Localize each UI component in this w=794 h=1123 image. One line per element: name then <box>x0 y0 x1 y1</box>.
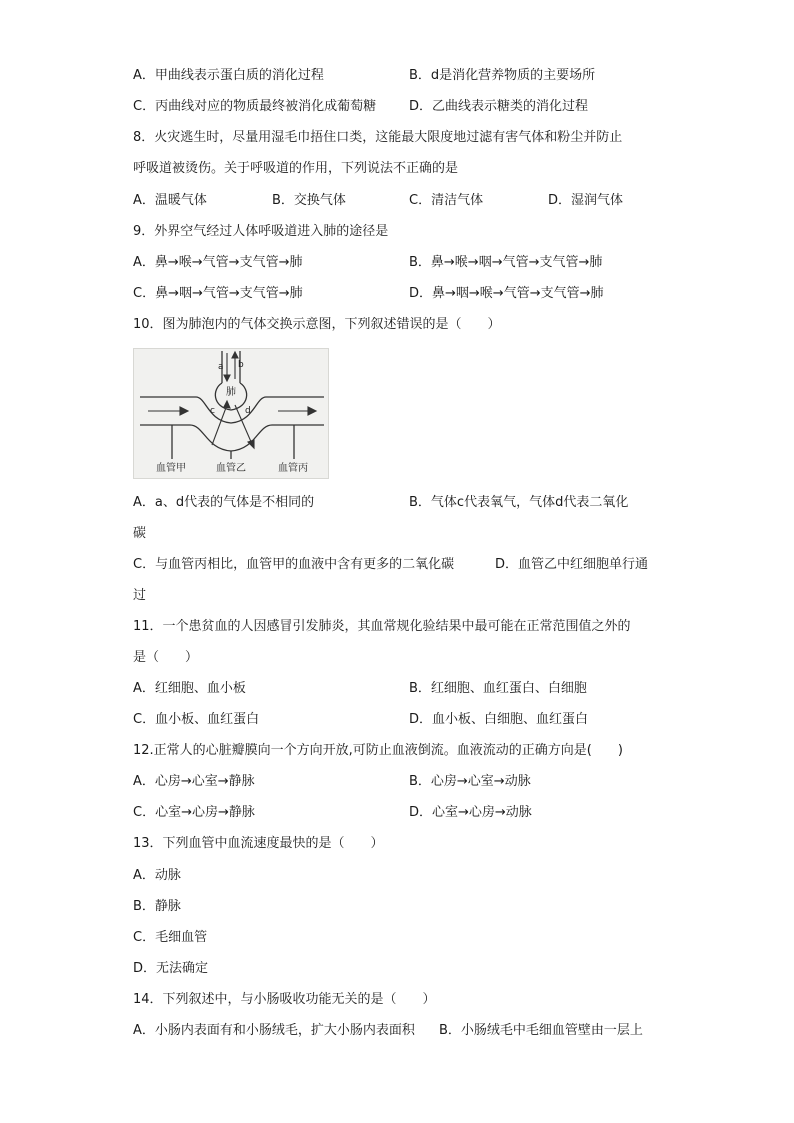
q12-option-d: D．心室→心房→动脉 <box>409 805 532 820</box>
q10-stem: 10．图为肺泡内的气体交换示意图，下列叙述错误的是（ ） <box>133 317 501 332</box>
q11-stem-line1: 11．一个患贫血的人因感冒引发肺炎，其血常规化验结果中最可能在正常范围值之外的 <box>133 619 631 634</box>
figure-label-vessel-yi: 血管乙 <box>216 463 246 474</box>
q8-stem-line1: 8．火灾逃生时，尽量用湿毛巾捂住口类，这能最大限度地过滤有害气体和粉尘并防止 <box>133 130 623 145</box>
figure-label-b: b <box>238 360 244 370</box>
q13-option-c: C．毛细血管 <box>133 930 208 945</box>
figure-label-c: c <box>210 406 215 416</box>
q8-option-a: A．温暖气体 <box>133 193 207 208</box>
q11-stem-line2: 是（ ） <box>133 650 199 665</box>
q9-option-c: C．鼻→咽→气管→支气管→肺 <box>133 286 303 301</box>
figure-label-d: d <box>245 406 251 416</box>
q14-stem: 14．下列叙述中，与小肠吸收功能无关的是（ ） <box>133 992 436 1007</box>
q7-option-a: A．甲曲线表示蛋白质的消化过程 <box>133 68 324 83</box>
q8-option-d: D．湿润气体 <box>548 193 624 208</box>
q8-stem-line2: 呼吸道被烫伤。关于呼吸道的作用，下列说法不正确的是 <box>133 161 459 176</box>
q12-option-a: A．心房→心室→静脉 <box>133 774 255 789</box>
q13-option-b: B．静脉 <box>133 899 181 914</box>
alveolus-gas-exchange-diagram <box>133 348 329 479</box>
figure-label-a: a <box>218 362 224 372</box>
flow-arrow-left-head <box>180 407 188 415</box>
q11-option-a: A．红细胞、血小板 <box>133 681 246 696</box>
figure-label-vessel-jia: 血管甲 <box>156 463 186 474</box>
arrow-b-head <box>232 352 238 358</box>
q8-option-b: B．交换气体 <box>272 193 346 208</box>
q10-option-d: D．血管乙中红细胞单行通 <box>495 557 649 572</box>
q9-option-b: B．鼻→喉→咽→气管→支气管→肺 <box>409 255 603 270</box>
q12-stem: 12.正常人的心脏瓣膜向一个方向开放,可防止血液倒流。血液流动的正确方向是( ) <box>133 743 623 758</box>
q14-option-b: B．小肠绒毛中毛细血管壁由一层上 <box>439 1023 643 1038</box>
q13-stem: 13．下列血管中血流速度最快的是（ ） <box>133 836 384 851</box>
q9-stem: 9．外界空气经过人体呼吸道进入肺的途径是 <box>133 224 389 239</box>
q7-option-d: D．乙曲线表示糖类的消化过程 <box>409 99 589 114</box>
arrow-c-head <box>224 401 230 408</box>
q7-option-c: C．丙曲线对应的物质最终被消化成葡萄糖 <box>133 99 377 114</box>
q10-option-b-continued: 碳 <box>133 526 147 541</box>
arrow-a-head <box>224 375 230 381</box>
q14-option-a: A．小肠内表面有和小肠绒毛，扩大小肠内表面积 <box>133 1023 415 1038</box>
flow-arrow-right-head <box>308 407 316 415</box>
q7-option-b: B．d是消化营养物质的主要场所 <box>409 68 596 83</box>
vessel-lower-wall <box>140 425 324 451</box>
q13-option-a: A．动脉 <box>133 868 181 883</box>
q9-option-a: A．鼻→喉→气管→支气管→肺 <box>133 255 303 270</box>
q10-option-c: C．与血管丙相比，血管甲的血液中含有更多的二氧化碳 <box>133 557 455 572</box>
q10-option-d-continued: 过 <box>133 588 147 603</box>
q11-option-c: C．血小板、血红蛋白 <box>133 712 260 727</box>
q12-option-b: B．心房→心室→动脉 <box>409 774 531 789</box>
q12-option-c: C．心室→心房→静脉 <box>133 805 255 820</box>
q13-option-d: D．无法确定 <box>133 961 209 976</box>
q11-option-b: B．红细胞、血红蛋白、白细胞 <box>409 681 587 696</box>
q8-option-c: C．清洁气体 <box>409 193 484 208</box>
figure-label-lung: 肺 <box>226 387 236 398</box>
q10-option-a: A．a、d代表的气体是不相同的 <box>133 495 315 510</box>
q10-option-b: B．气体c代表氧气，气体d代表二氧化 <box>409 495 629 510</box>
q9-option-d: D．鼻→咽→喉→气管→支气管→肺 <box>409 286 604 301</box>
q11-option-d: D．血小板、白细胞、血红蛋白 <box>409 712 589 727</box>
figure-label-vessel-bing: 血管丙 <box>278 463 308 474</box>
alveolus-diagram-svg <box>134 349 328 478</box>
